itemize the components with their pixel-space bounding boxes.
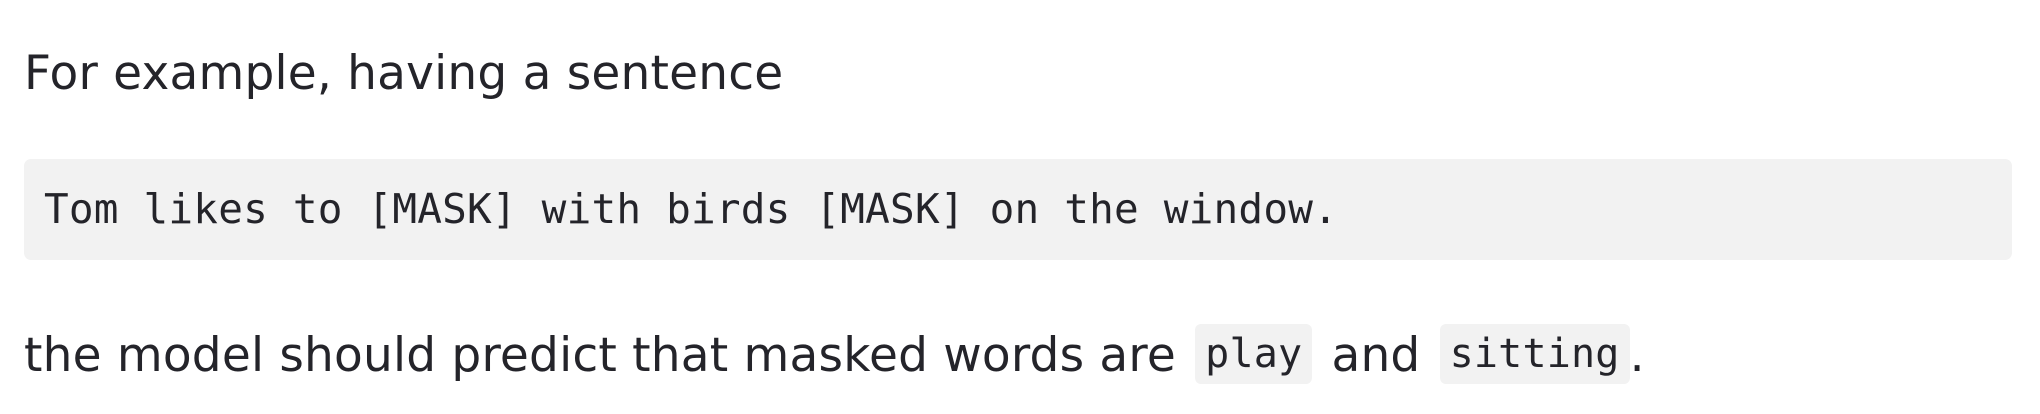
inline-code-word-2: sitting — [1440, 324, 1630, 384]
explanation-prefix: the model should predict that masked words are — [24, 328, 1177, 383]
code-block — [24, 159, 2012, 260]
intro-paragraph — [24, 44, 783, 104]
inline-code-word-1: play — [1195, 324, 1312, 384]
intro-text: For example, having a sentence — [24, 46, 784, 101]
explanation-suffix: . — [1629, 328, 1645, 383]
explanation-connector: and — [1331, 328, 1421, 383]
code-block-text: Tom likes to [MASK] with birds [MASK] on the window. — [44, 185, 1338, 233]
explanation-paragraph — [24, 326, 1645, 386]
